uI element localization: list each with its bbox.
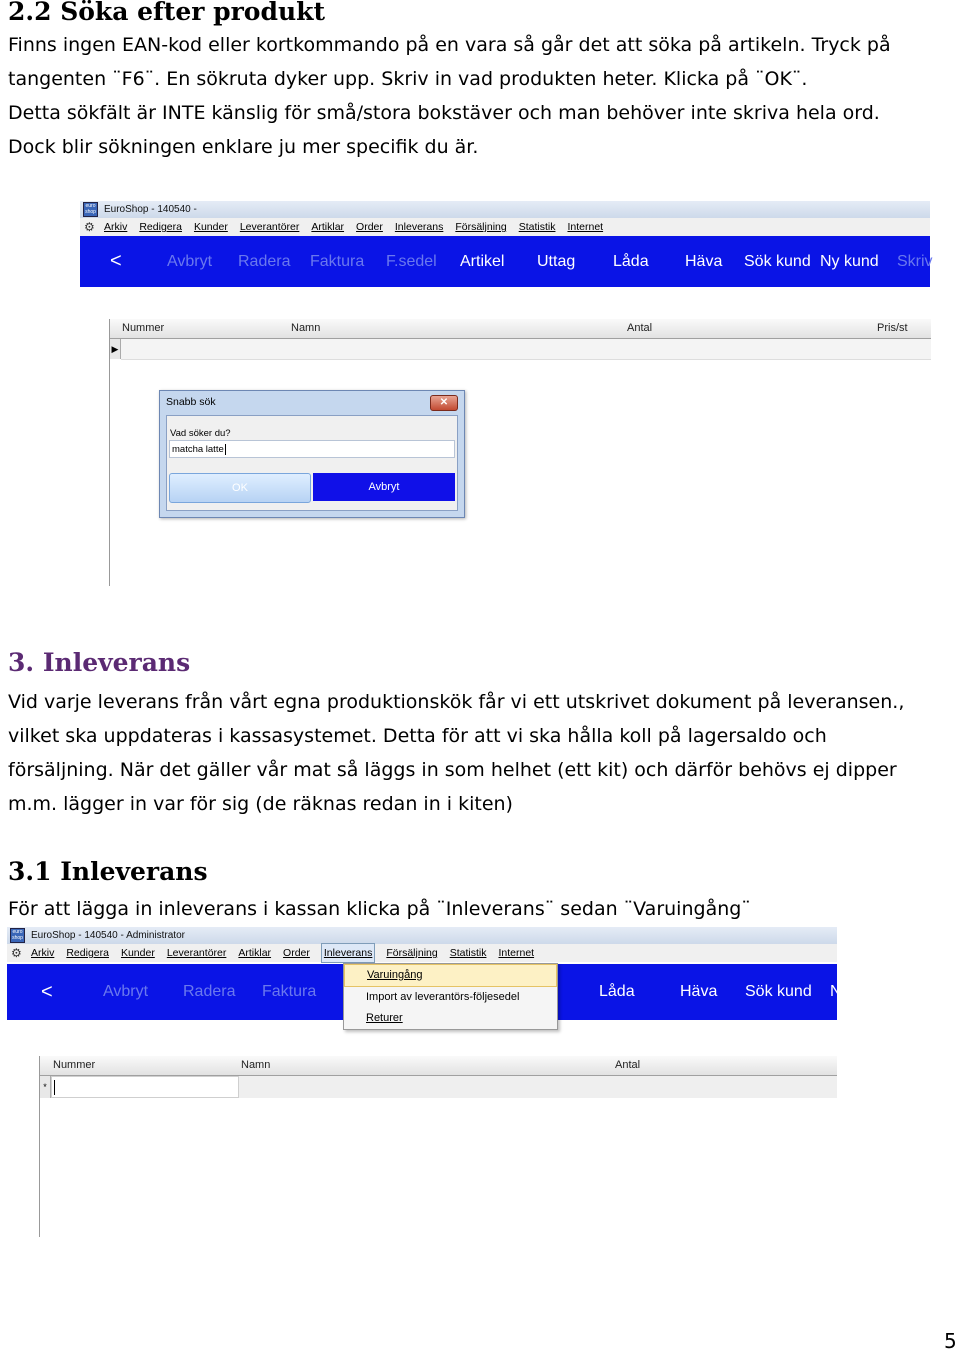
cancel-dialog-button[interactable]: Avbryt	[313, 473, 455, 501]
print-button[interactable]: Skriv	[897, 252, 933, 270]
menu-leverantorer[interactable]: Leverantörer	[166, 947, 227, 959]
column-qty[interactable]: Antal	[615, 1059, 641, 1071]
withdrawal-button[interactable]: Uttag	[537, 252, 576, 270]
cancel-button[interactable]: Avbryt	[167, 252, 213, 270]
paragraph-line: Finns ingen EAN-kod eller kortkommando på en vara så går det att söka på artikeln. Tryck på	[8, 34, 891, 56]
menu-redigera[interactable]: Redigera	[139, 221, 182, 233]
dialog-body	[166, 415, 458, 511]
menu-bar	[80, 218, 930, 236]
window-titlebar	[80, 201, 930, 218]
search-customer-button[interactable]: Sök kund	[745, 983, 812, 1000]
table-row[interactable]	[121, 339, 931, 360]
void-button[interactable]: Häva	[680, 983, 718, 1000]
window-title: EuroShop - 140540 - Administrator	[31, 930, 185, 941]
search-input[interactable]	[169, 440, 455, 458]
new-row-marker[interactable]: *	[40, 1076, 51, 1098]
menu-item-returer[interactable]: Returer	[366, 1012, 403, 1024]
ok-button[interactable]: OK	[169, 473, 311, 503]
drawer-button[interactable]: Låda	[599, 983, 635, 1000]
menu-artiklar[interactable]: Artiklar	[311, 221, 345, 233]
paragraph-line: tangenten ¨F6¨. En sökruta dyker upp. Skriv in vad produkten heter. Klicka på ¨OK¨.	[8, 68, 808, 90]
window-titlebar	[7, 927, 837, 944]
menu-artiklar[interactable]: Artiklar	[238, 947, 272, 959]
article-button[interactable]: Artikel	[460, 252, 505, 270]
close-icon[interactable]: ✕	[430, 395, 458, 411]
inleverans-description	[8, 685, 904, 821]
column-number[interactable]: Nummer	[53, 1059, 96, 1071]
search-prompt-label: Vad söker du?	[170, 428, 231, 439]
screenshot-inleverans-menu	[7, 927, 842, 1237]
paragraph-line: vilket ska uppdateras i kassasystemet. Detta för att vi ska hålla koll på lagersaldo och	[8, 725, 827, 747]
delivery-note-button[interactable]: F.sedel	[386, 252, 437, 270]
section-heading-inleverans	[8, 648, 190, 677]
menu-redigera[interactable]: Redigera	[66, 947, 109, 959]
menu-inleverans[interactable]: Inleverans	[394, 221, 444, 233]
menu-kunder[interactable]: Kunder	[193, 221, 228, 233]
new-customer-button[interactable]: Ny kund	[820, 252, 879, 270]
paragraph-line: Detta sökfält är INTE känslig för små/stora bokstäver och man behöver inte skriva hela ord.	[8, 102, 880, 124]
heading-number: 3.	[8, 648, 35, 677]
paragraph-line: För att lägga in inleverans i kassan klicka på ¨Inleverans¨ sedan ¨Varuingång¨	[8, 898, 751, 920]
quick-search-dialog	[159, 390, 465, 518]
search-input-value: matcha latte	[172, 444, 224, 455]
window-title: EuroShop - 140540 -	[104, 204, 197, 215]
paragraph-line: Dock blir sökningen enklare ju mer specifik du är.	[8, 136, 479, 158]
cancel-button[interactable]: Avbryt	[103, 983, 149, 1000]
menu-item-import[interactable]: Import av leverantörs-följesedel	[366, 991, 520, 1003]
void-button[interactable]: Häva	[685, 252, 723, 270]
menu-statistik[interactable]: Statistik	[449, 947, 487, 959]
menu-forsaljning[interactable]: Försäljning	[386, 947, 438, 959]
menu-kunder[interactable]: Kunder	[120, 947, 155, 959]
column-number[interactable]: Nummer	[122, 322, 165, 334]
invoice-button[interactable]: Faktura	[262, 983, 317, 1000]
menu-internet[interactable]: Internet	[498, 947, 535, 959]
menu-arkiv[interactable]: Arkiv	[31, 947, 55, 959]
column-price[interactable]: Pris/st	[877, 322, 908, 334]
euroshop-logo-icon: euro shop	[10, 928, 25, 943]
back-button[interactable]: <	[41, 980, 53, 1003]
grid-header	[110, 319, 931, 339]
toolbar-cut-item[interactable]: N	[830, 983, 842, 1000]
menu-inleverans[interactable]: Inleverans	[322, 944, 374, 962]
inleverans-dropdown	[343, 963, 558, 1030]
gear-icon[interactable]: ⚙	[11, 946, 22, 960]
table-row[interactable]	[239, 1076, 837, 1098]
euroshop-logo-icon: euro shop	[83, 202, 98, 217]
menu-statistik[interactable]: Statistik	[518, 221, 556, 233]
action-toolbar	[80, 236, 933, 287]
paragraph-line: försäljning. När det gäller vår mat så läggs in som helhet (ett kit) och därför behövs ej dipper	[8, 759, 897, 781]
back-button[interactable]: <	[110, 250, 122, 272]
page-number: 5	[944, 1329, 957, 1353]
column-qty[interactable]: Antal	[627, 322, 653, 334]
menu-bar	[7, 944, 837, 962]
invoice-button[interactable]: Faktura	[310, 252, 365, 270]
screenshot-quick-search	[80, 201, 933, 586]
gear-icon[interactable]: ⚙	[84, 220, 95, 234]
column-name[interactable]: Namn	[291, 322, 321, 334]
delete-button[interactable]: Radera	[238, 252, 291, 270]
heading-text: Inleverans	[42, 648, 191, 677]
menu-arkiv[interactable]: Arkiv	[104, 221, 128, 233]
search-instructions	[8, 28, 891, 164]
menu-internet[interactable]: Internet	[567, 221, 604, 233]
paragraph-line: Vid varje leverans från vårt egna produktionskök får vi ett utskrivet dokument på leveransen.,	[8, 691, 905, 713]
dialog-title: Snabb sök	[166, 396, 216, 408]
section-heading-inleverans-sub: 3.1 Inleverans	[8, 857, 208, 886]
drawer-button[interactable]: Låda	[613, 252, 649, 270]
inleverans-instruction	[8, 892, 751, 926]
delete-button[interactable]: Radera	[183, 983, 236, 1000]
grid-header	[40, 1056, 837, 1076]
menu-leverantorer[interactable]: Leverantörer	[239, 221, 300, 233]
menu-item-varuingang[interactable]: Varuingång	[345, 965, 556, 986]
column-name[interactable]: Namn	[241, 1059, 271, 1071]
section-heading-search: 2.2 Söka efter produkt	[8, 0, 325, 26]
number-input[interactable]	[51, 1076, 239, 1098]
search-customer-button[interactable]: Sök kund	[744, 252, 811, 270]
menu-order[interactable]: Order	[283, 947, 310, 959]
menu-order[interactable]: Order	[356, 221, 383, 233]
paragraph-line: m.m. lägger in var för sig (de räknas redan in i kiten)	[8, 793, 513, 815]
delivery-grid	[39, 1056, 837, 1237]
row-selector-icon[interactable]: ▶	[110, 339, 121, 359]
menu-forsaljning[interactable]: Försäljning	[455, 221, 507, 233]
